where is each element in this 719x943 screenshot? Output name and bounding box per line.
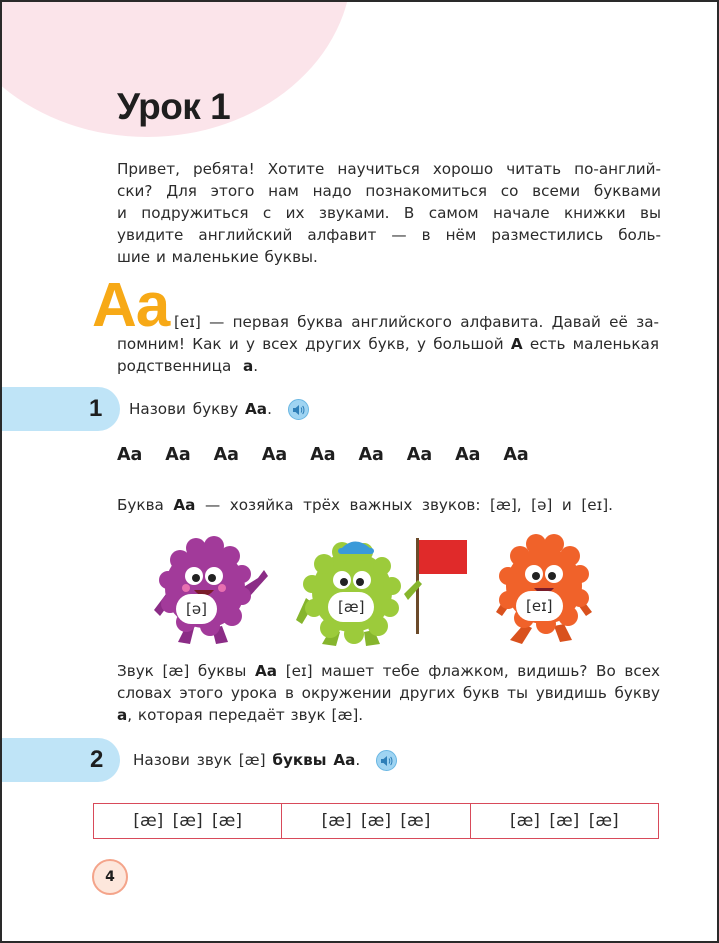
intro-line: шие и маленькие буквы. [117, 248, 318, 266]
letter-aa: Aa [358, 445, 384, 465]
sound-badge: [æ] [328, 592, 374, 622]
task-2-instruction: Назови звук [æ] буквы Aa. [133, 751, 361, 769]
letter-aa: Aa [503, 445, 529, 465]
story-line: Звук [æ] буквы Aa [eɪ] машет тебе флажком, видишь? Во всех [117, 662, 661, 680]
letter-aa: Aa [261, 445, 288, 465]
task-2-number: 2 [90, 746, 104, 773]
letter-aa: Aa [406, 445, 433, 465]
purple-monster [150, 530, 270, 650]
sound-cell: [æ] [æ] [æ] [470, 804, 658, 838]
intro-paragraph [117, 158, 661, 268]
story-line: словах этого урока в окружении других букв ты увидишь букву [117, 684, 660, 702]
letter-line: помним! Как и у всех других букв, у большой A есть маленькая [117, 335, 659, 353]
sound-cell: [æ] [æ] [æ] [281, 804, 469, 838]
letter-aa: Aa [310, 445, 336, 465]
green-monster-with-flag [294, 536, 474, 652]
sounds-sentence: Буква Aa — хозяйка трёх важных звуков: [æ], [ə] и [eɪ]. [117, 496, 613, 514]
sound-table [93, 803, 659, 839]
story-line: a, которая передаёт звук [æ]. [117, 706, 364, 724]
sound-badge: [ə] [176, 594, 217, 624]
letter-aa: Aa [165, 445, 191, 465]
intro-line: ски? Для этого нам надо познакомиться со всеми буквами [117, 182, 661, 200]
letter-paragraph [117, 311, 659, 377]
intro-line: и подружиться с их звуками. В самом начале книжки вы [117, 204, 661, 222]
letter-line: родственница a. [117, 357, 259, 375]
letter-aa: Aa [455, 445, 481, 465]
speaker-icon[interactable] [376, 750, 397, 771]
big-letter-aa: Aa [92, 271, 170, 340]
speaker-icon[interactable] [288, 399, 309, 420]
intro-line: увидите английский алфавит — в нём разместились боль- [117, 226, 661, 244]
sound-badge: [eɪ] [516, 591, 563, 621]
task-1-number: 1 [89, 395, 103, 422]
sound-cell: [æ] [æ] [æ] [133, 811, 242, 831]
lesson-title: Урок 1 [117, 86, 231, 127]
task-1-instruction: Назови букву Aa. [129, 400, 272, 418]
letter-row [117, 445, 552, 465]
letter-line: [eɪ] — первая буква английского алфавита. Давай её за- [174, 313, 659, 331]
letter-aa: Aa [117, 445, 143, 465]
intro-line: Привет, ребята! Хотите научиться хорошо читать по-англий- [117, 160, 661, 178]
story-paragraph [117, 660, 660, 726]
letter-aa: Aa [213, 445, 239, 465]
page-number: 4 [92, 859, 128, 895]
